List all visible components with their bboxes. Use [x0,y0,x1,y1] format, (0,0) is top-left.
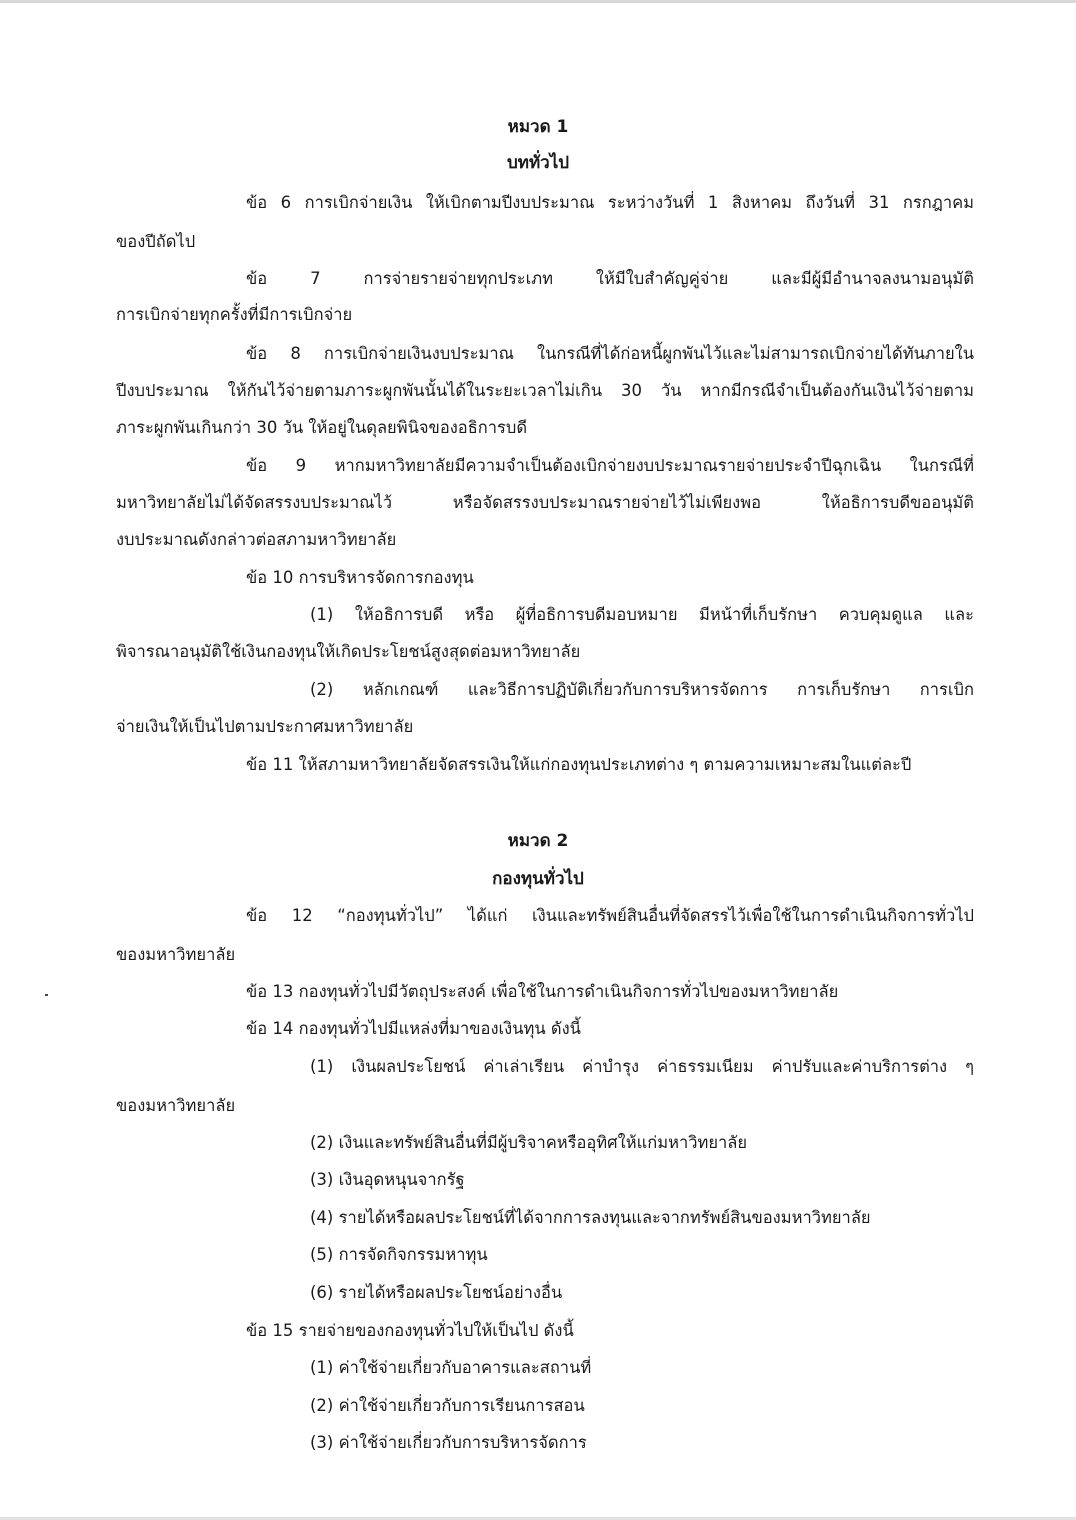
clause-14-item-6: (6) รายได้หรือผลประโยชน์อย่างอื่น [310,1283,563,1302]
clause-14-item-4: (4) รายได้หรือผลประโยชน์ที่ได้จากการลงทุนและจากทรัพย์สินของมหาวิทยาลัย [310,1208,871,1227]
clause-10-item-1-line-2: พิจารณาอนุมัติใช้เงินกองทุนให้เกิดประโยชน์สูงสุดต่อมหาวิทยาลัย [116,642,581,661]
clause-9-line-1: ข้อ 9 หากมหาวิทยาลัยมีความจำเป็นต้องเบิกจ่ายงบประมาณรายจ่ายประจำปีฉุกเฉิน ในกรณีที่ [246,456,974,475]
clause-13-line-1: ข้อ 13 กองทุนทั่วไปมีวัตถุประสงค์ เพื่อใช้ในการดำเนินกิจการทั่วไปของมหาวิทยาลัย [246,982,839,1001]
clause-10-item-2-line-2: จ่ายเงินให้เป็นไปตามประกาศมหาวิทยาลัย [116,717,414,736]
clause-9-line-3: งบประมาณดังกล่าวต่อสภามหาวิทยาลัย [116,530,397,549]
clause-15-item-1: (1) ค่าใช้จ่ายเกี่ยวกับอาคารและสถานที่ [310,1358,592,1377]
clause-10-item-1-line-1: (1) ให้อธิการบดี หรือ ผู้ที่อธิการบดีมอบหมาย มีหน้าที่เก็บรักษา ควบคุมดูแล และ [310,605,974,624]
clause-7-line-2: การเบิกจ่ายทุกครั้งที่มีการเบิกจ่าย [116,305,353,324]
clause-6-line-1: ข้อ 6 การเบิกจ่ายเงิน ให้เบิกตามปีงบประมาณ ระหว่างวันที่ 1 สิงหาคม ถึงวันที่ 31 กรกฎาคม [246,193,974,212]
clause-8-line-2: ปีงบประมาณ ให้กันไว้จ่ายตามภาระผูกพันนั้นได้ในระยะเวลาไม่เกิน 30 วัน หากมีกรณีจำเป็นต้องกันเงินไว้จ่ายตาม [116,381,974,400]
clause-12-line-1: ข้อ 12 “กองทุนทั่วไป” ได้แก่ เงินและทรัพย์สินอื่นที่จัดสรรไว้เพื่อใช้ในการดำเนินกิจการทั่วไป [246,906,974,925]
clause-15-item-3: (3) ค่าใช้จ่ายเกี่ยวกับการบริหารจัดการ [310,1433,587,1452]
clause-8-line-3: ภาระผูกพันเกินกว่า 30 วัน ให้อยู่ในดุลยพินิจของอธิการบดี [116,418,528,437]
clause-7-line-1: ข้อ 7 การจ่ายรายจ่ายทุกประเภท ให้มีใบสำคัญคู่จ่าย และมีผู้มีอำนาจลงนามอนุมัติ [246,269,974,288]
chapter-1-number: หมวด 1 [507,117,569,137]
clause-10-line-1: ข้อ 10 การบริหารจัดการกองทุน [246,568,474,587]
clause-8-line-1: ข้อ 8 การเบิกจ่ายเงินงบประมาณ ในกรณีที่ได้ก่อหนี้ผูกพันไว้และไม่สามารถเบิกจ่ายได้ทันภายใน [246,344,974,363]
chapter-2-number: หมวด 2 [507,831,569,851]
clause-14-item-1-line-2: ของมหาวิทยาลัย [116,1096,236,1115]
clause-6-line-2: ของปีถัดไป [116,232,196,251]
clause-10-item-2-line-1: (2) หลักเกณฑ์ และวิธีการปฏิบัติเกี่ยวกับการบริหารจัดการ การเก็บรักษา การเบิก [310,680,974,699]
clause-15-item-2: (2) ค่าใช้จ่ายเกี่ยวกับการเรียนการสอน [310,1396,585,1415]
clause-14-item-3: (3) เงินอุดหนุนจากรัฐ [310,1170,465,1189]
clause-9-line-2: มหาวิทยาลัยไม่ได้จัดสรรงบประมาณไว้ หรือจัดสรรงบประมาณรายจ่ายไว้ไม่เพียงพอ ให้อธิการบดีขออนุมัติ [116,493,974,512]
clause-14-item-1-line-1: (1) เงินผลประโยชน์ ค่าเล่าเรียน ค่าบำรุง ค่าธรรมเนียม ค่าปรับและค่าบริการต่าง ๆ [310,1057,974,1076]
scan-speck [45,994,48,996]
clause-14-line-1: ข้อ 14 กองทุนทั่วไปมีแหล่งที่มาของเงินทุน ดังนี้ [246,1019,581,1038]
chapter-1-title: บททั่วไป [506,153,570,173]
chapter-2-title: กองทุนทั่วไป [492,869,584,889]
clause-15-line-1: ข้อ 15 รายจ่ายของกองทุนทั่วไปให้เป็นไป ดังนี้ [246,1321,574,1340]
clause-14-item-5: (5) การจัดกิจกรรมหาทุน [310,1245,488,1264]
clause-11-line-1: ข้อ 11 ให้สภามหาวิทยาลัยจัดสรรเงินให้แก่กองทุนประเภทต่าง ๆ ตามความเหมาะสมในแต่ละปี [246,755,912,774]
clause-14-item-2: (2) เงินและทรัพย์สินอื่นที่มีผู้บริจาคหรืออุทิศให้แก่มหาวิทยาลัย [310,1133,748,1152]
clause-12-line-2: ของมหาวิทยาลัย [116,945,236,964]
